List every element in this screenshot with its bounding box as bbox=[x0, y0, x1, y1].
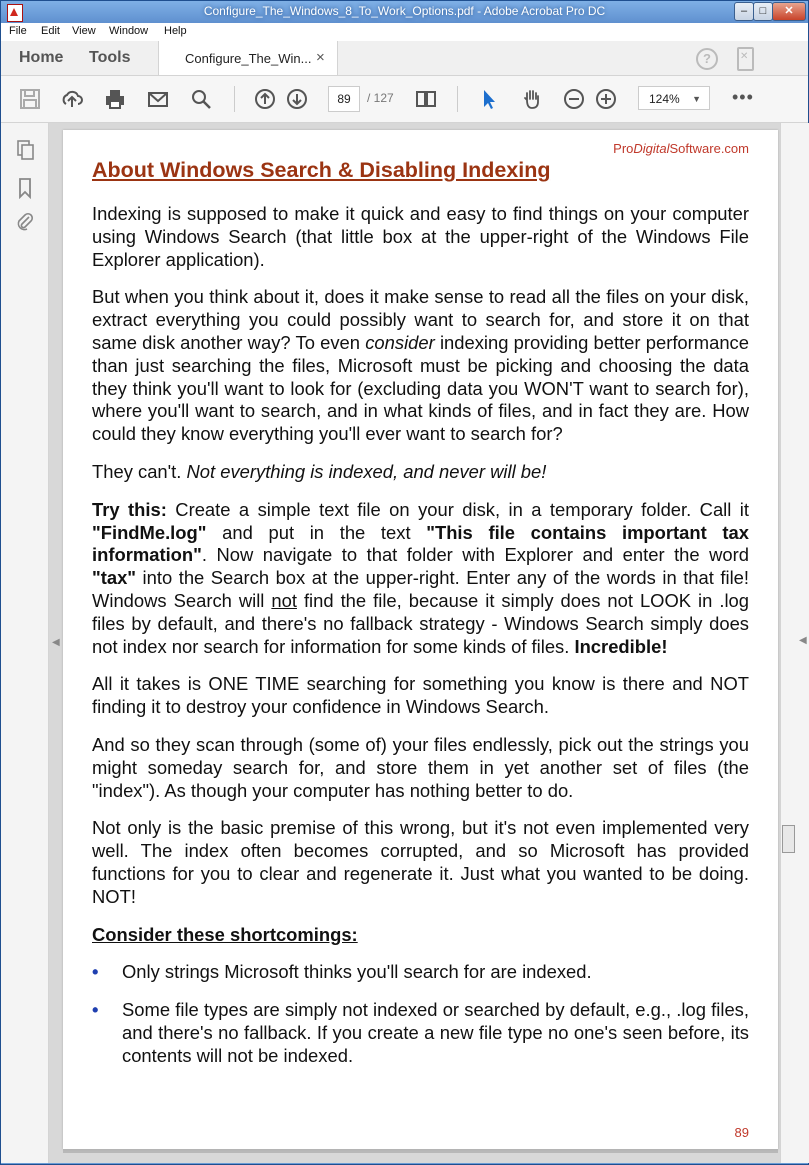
paragraph: Indexing is supposed to make it quick and easy to find things on your computer using Windows Search (that little box at the upper-right of the Windows File Explorer application). bbox=[92, 203, 749, 270]
zoom-in-icon[interactable] bbox=[595, 88, 617, 110]
menu-file[interactable]: File bbox=[9, 25, 27, 37]
attachments-icon[interactable] bbox=[15, 211, 35, 233]
zoom-level-value: 124% bbox=[649, 92, 680, 106]
list-item: • Only strings Microsoft thinks you'll search for are indexed. bbox=[92, 961, 749, 984]
shortcomings-list bbox=[92, 961, 749, 1067]
brand-pro: Pro bbox=[613, 141, 634, 156]
page-body bbox=[92, 203, 749, 1083]
list-item: • Some file types are simply not indexed or searched by default, e.g., .log files, and there's no fallback. If you create a new file type no one's seen before, its contents will not be indexed. bbox=[92, 999, 749, 1067]
tab-home[interactable]: Home bbox=[19, 49, 64, 66]
menu-view[interactable]: View bbox=[72, 25, 96, 37]
paragraph: All it takes is ONE TIME searching for something you know is there and NOT finding it to destroy your confidence in Windows Search. bbox=[92, 673, 749, 718]
scroll-thumb[interactable] bbox=[782, 825, 795, 853]
brand-digital: Digital bbox=[633, 141, 670, 156]
navigation-pane bbox=[1, 123, 49, 1163]
toolbar-separator bbox=[457, 86, 458, 112]
page-total: / 127 bbox=[367, 91, 394, 105]
page-number-footer: 89 bbox=[734, 1125, 749, 1140]
page-display-icon[interactable] bbox=[415, 88, 437, 110]
more-tools-icon[interactable]: ••• bbox=[732, 87, 754, 107]
menu-bar bbox=[1, 23, 808, 42]
brand-label bbox=[613, 141, 749, 156]
pdf-page bbox=[63, 130, 778, 1149]
bookmarks-icon[interactable] bbox=[15, 177, 35, 199]
email-icon[interactable] bbox=[147, 88, 169, 110]
previous-page-icon[interactable] bbox=[254, 88, 276, 110]
cloud-upload-icon[interactable] bbox=[61, 88, 83, 110]
expand-right-pane-icon[interactable]: ◀ bbox=[799, 635, 807, 646]
menu-help[interactable]: Help bbox=[164, 25, 187, 37]
hand-tool-icon[interactable] bbox=[521, 88, 543, 110]
tab-document-label: Configure_The_Win... bbox=[185, 51, 312, 66]
page-thumbnails-icon[interactable] bbox=[15, 139, 35, 161]
zoom-out-icon[interactable] bbox=[563, 88, 585, 110]
save-icon[interactable] bbox=[19, 88, 41, 110]
page-heading: About Windows Search & Disabling Indexing bbox=[92, 158, 551, 182]
select-cursor-icon[interactable] bbox=[478, 88, 500, 110]
toolbar-separator bbox=[234, 86, 235, 112]
next-page-icon[interactable] bbox=[286, 88, 308, 110]
window-title: Configure_The_Windows_8_To_Work_Options.pdf - Adobe Acrobat Pro DC bbox=[203, 4, 606, 18]
search-icon[interactable] bbox=[190, 88, 212, 110]
print-icon[interactable] bbox=[104, 88, 126, 110]
tab-document[interactable] bbox=[158, 41, 338, 75]
section-subheading: Consider these shortcomings: bbox=[92, 923, 358, 945]
minimize-button[interactable]: – bbox=[734, 2, 754, 21]
title-bar bbox=[1, 1, 808, 23]
chevron-down-icon: ▼ bbox=[692, 94, 701, 104]
collapse-left-pane-icon[interactable]: ◀ bbox=[52, 637, 60, 648]
paragraph: Try this: Create a simple text file on your disk, in a temporary folder. Call it "FindMe.log" and put in the text "This file contains important tax information". Now navigate to that folder with Explorer and enter the word "tax" into the Search box at the upper-right. Enter any of the words in that file! Windows Search will not find the file, because it simply does not LOOK in .log files by default, and there's no fallback strategy - Windows Search simply does not index nor search for information for some kinds of files. Incredible! bbox=[92, 498, 749, 657]
tab-bar bbox=[1, 41, 808, 76]
paragraph: They can't. Not everything is indexed, and never will be! bbox=[92, 460, 547, 482]
maximize-button[interactable]: □ bbox=[753, 2, 773, 21]
paragraph: And so they scan through (some of) your files endlessly, pick out the strings you might someday search for, and store them in yet another set of files (the "index"). As though your computer has nothing better to do. bbox=[92, 733, 749, 801]
help-icon[interactable]: ? bbox=[696, 48, 718, 70]
close-window-button[interactable]: ✕ bbox=[772, 2, 806, 21]
zoom-level-select[interactable] bbox=[638, 86, 710, 110]
toolbar bbox=[1, 76, 808, 123]
menu-window[interactable]: Window bbox=[109, 25, 149, 37]
page-number-input[interactable]: 89 bbox=[328, 86, 360, 112]
mobile-link-icon[interactable] bbox=[737, 47, 754, 71]
menu-edit[interactable]: Edit bbox=[41, 25, 60, 37]
brand-software: Software.com bbox=[669, 141, 749, 156]
tab-tools[interactable]: Tools bbox=[89, 49, 131, 66]
paragraph: Not only is the basic premise of this wrong, but it's not even implemented very well. The index often becomes corrupted, and so Microsoft has provided functions for you to clear and regenerate it. Just what you wanted to be doing. NOT! bbox=[92, 817, 749, 907]
tab-close-icon[interactable]: × bbox=[316, 49, 325, 66]
paragraph: But when you think about it, does it make sense to read all the files on your disk, extract everything you could possibly want to search for, and store it on that same disk another way? To even consider indexing providing better performance than just searching the files, Microsoft must be picking and choosing the data they think you'll want to look for (excluding data you WON'T want to search for), where you'll want to search, and in what kinds of files, and in fact they are. How could they know everything you'll ever want to search for? bbox=[92, 286, 749, 445]
vertical-scrollbar[interactable] bbox=[780, 123, 809, 1163]
